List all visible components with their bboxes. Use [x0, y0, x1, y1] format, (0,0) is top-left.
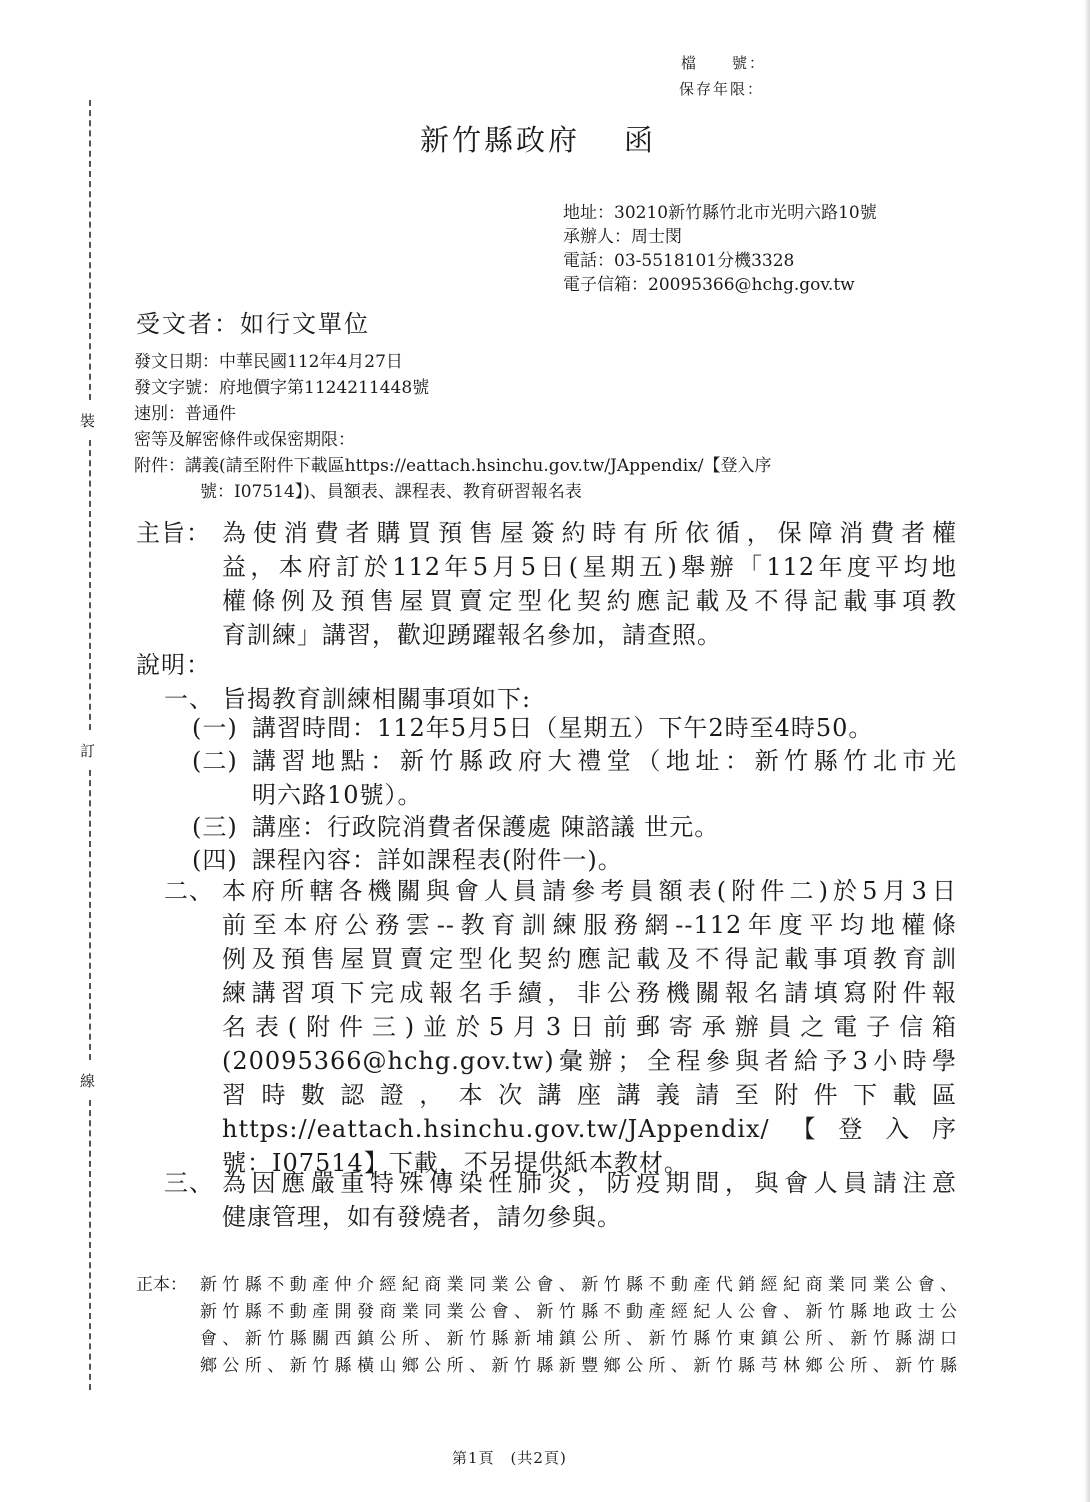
- item-2-line: 號：I07514】下載，不另提供紙本教材。: [222, 1149, 689, 1177]
- item-3-line: 健康管理，如有發燒者，請勿參與。: [222, 1203, 622, 1231]
- contact-address: 地址：30210新竹縣竹北市光明六路10號: [563, 203, 877, 223]
- item-1-text: 旨揭教育訓練相關事項如下:: [222, 685, 532, 713]
- document-type: 函: [624, 123, 657, 157]
- item-2-line: 練講習項下完成報名手續，非公務機關報名請填寫附件報: [222, 979, 957, 1007]
- explanation-label: 說明：: [136, 651, 211, 679]
- page-number: 第1頁 (共2頁): [452, 1449, 567, 1467]
- file-number-label: 檔 號：: [681, 54, 767, 72]
- item-2-line: 例及預售屋買賣定型化契約應記載及不得記載事項教育訓: [222, 945, 957, 973]
- issue-secrecy: 密等及解密條件或保密期限：: [134, 430, 355, 450]
- item-3-marker: 三、: [164, 1169, 214, 1197]
- binding-line-segment: [89, 440, 91, 730]
- issuance-info: [134, 349, 964, 505]
- issue-speed: 速別：普通件: [134, 404, 236, 424]
- sub-item-line: 講習地點：新竹縣政府大禮堂（地址：新竹縣竹北市光: [252, 747, 957, 775]
- contact-email: 電子信箱：20095366@hchg.gov.tw: [563, 275, 855, 295]
- sub-item-text: 課程內容：詳如課程表(附件一)。: [252, 846, 623, 874]
- item-2-line: 前至本府公務雲--教育訓練服務網--112年度平均地權條: [222, 911, 957, 939]
- binding-line-segment: [89, 1100, 91, 1390]
- subject-line: 益，本府訂於112年5月5日(星期五)舉辦「112年度平均地: [222, 553, 957, 581]
- attachment-line: 號：I07514】)、員額表、課程表、教育研習報名表: [200, 482, 582, 502]
- contact-officer: 承辦人：周士閔: [563, 227, 682, 247]
- binding-mark-zhuang: 裝: [80, 408, 95, 433]
- subject-line: 權條例及預售屋買賣定型化契約應記載及不得記載事項教: [222, 587, 957, 615]
- recipient: 受文者：如行文單位: [136, 310, 370, 338]
- sub-item-text: 講座：行政院消費者保護處 陳諮議 世元。: [252, 813, 720, 841]
- copies-line: 新竹縣不動產開發商業同業公會、新竹縣不動產經紀人公會、新竹縣地政士公: [200, 1302, 957, 1322]
- item-2-line: (20095366@hchg.gov.tw)彙辦；全程參與者給予3小時學: [222, 1047, 957, 1075]
- contact-block: [563, 201, 877, 297]
- sub-item-body: [252, 744, 957, 812]
- copies-line: 鄉公所、新竹縣橫山鄉公所、新竹縣新豐鄉公所、新竹縣芎林鄉公所、新竹縣: [200, 1356, 957, 1376]
- item-2-line: 習時數認證，本次講座講義請至附件下載區: [222, 1081, 957, 1109]
- item-2-marker: 二、: [164, 877, 214, 905]
- sub-item-marker: (一): [192, 714, 238, 742]
- copies-line: 新竹縣不動產仲介經紀商業同業公會、新竹縣不動產代銷經紀商業同業公會、: [200, 1275, 957, 1295]
- sub-item-marker: (三): [192, 813, 238, 841]
- copies-line: 會、新竹縣關西鎮公所、新竹縣新埔鎮公所、新竹縣竹東鎮公所、新竹縣湖口: [200, 1329, 957, 1349]
- item-3-body: [222, 1166, 957, 1234]
- item-2-line: 本府所轄各機關與會人員請參考員額表(附件二)於5月3日: [222, 877, 957, 905]
- subject-body: [222, 516, 957, 652]
- issue-date: 發文日期：中華民國112年4月27日: [134, 352, 403, 372]
- item-2-line: https://eattach.hsinchu.gov.tw/JAppendix/【登入序: [222, 1115, 957, 1143]
- binding-mark-xian: 線: [80, 1068, 95, 1093]
- binding-line-segment: [89, 100, 91, 400]
- binding-line-segment: [89, 770, 91, 1060]
- sub-item-marker: (四): [192, 846, 238, 874]
- item-1-marker: 一、: [164, 685, 214, 713]
- retention-period-label: 保存年限：: [679, 80, 765, 98]
- document-title: [420, 118, 656, 159]
- subject-line: 育訓練」講習，歡迎踴躍報名參加，請查照。: [222, 621, 722, 649]
- sub-item-line: 明六路10號）。: [252, 781, 423, 809]
- item-2-body: [222, 874, 957, 1180]
- contact-phone: 電話：03-5518101分機3328: [563, 251, 795, 271]
- attachment-line: 附件：講義(請至附件下載區https://eattach.hsinchu.gov.tw/JAppendix/【登入序: [134, 456, 772, 476]
- copies-label: 正本：: [136, 1275, 187, 1295]
- item-3-line: 為因應嚴重特殊傳染性肺炎，防疫期間，與會人員請注意: [222, 1169, 957, 1197]
- copies-body: [200, 1272, 957, 1380]
- page-edge-shadow: [1084, 0, 1090, 1502]
- binding-mark-ding: 訂: [80, 738, 95, 763]
- issue-doc-number: 發文字號：府地價字第1124211448號: [134, 378, 430, 398]
- sub-item-marker: (二): [192, 747, 238, 775]
- sub-item-text: 講習時間：112年5月5日（星期五）下午2時至4時50。: [252, 714, 874, 742]
- subject-line: 為使消費者購買預售屋簽約時有所依循，保障消費者權: [222, 519, 957, 547]
- agency-name: 新竹縣政府: [420, 123, 581, 157]
- item-2-line: 名表(附件三)並於5月3日前郵寄承辦員之電子信箱: [222, 1013, 957, 1041]
- subject-label: 主旨：: [136, 519, 211, 547]
